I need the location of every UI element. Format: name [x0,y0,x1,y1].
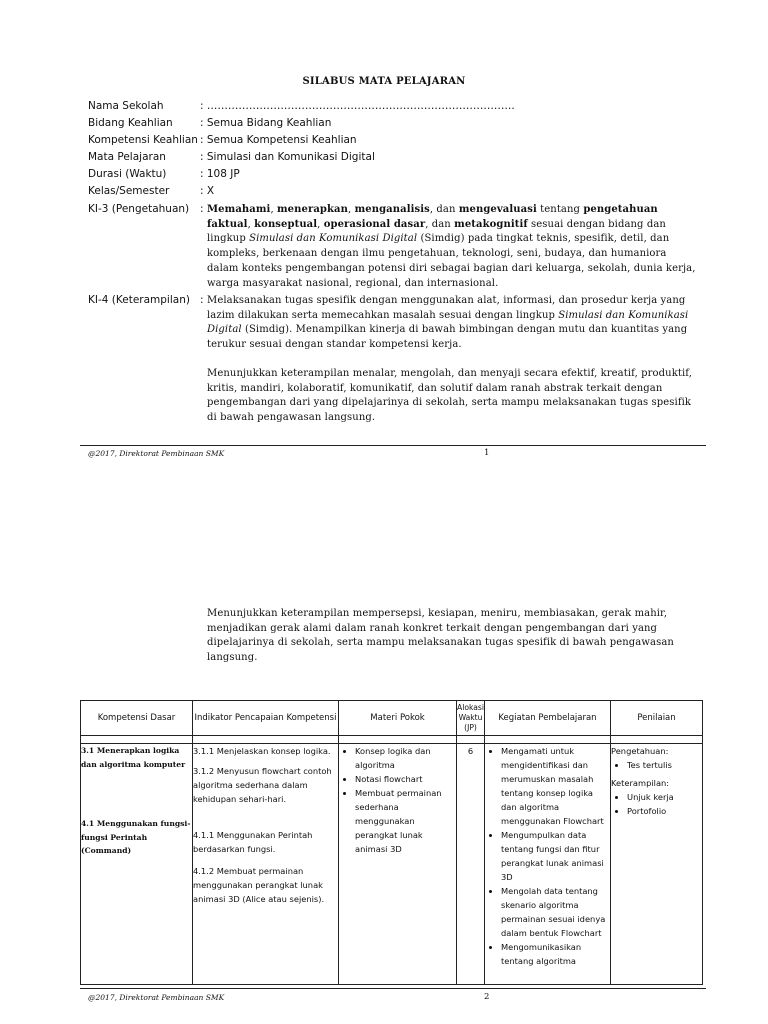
header-kegiatan: Kegiatan Pembelajaran [485,701,611,736]
ki4-paragraph-2: Menunjukkan keterampilan menalar, mengolah, dan menyaji secara efektif, kreatif, produktif, kritis, mandiri, kolaboratif, komunikatif, dan solutif dalam ranah abstrak terkait dengan pengembangan dari yang dipelajarinya di sekolah, serta mampu melaksanakan tugas spesifik di bawah pengawasan langsung. [207,368,693,424]
kd-cell [81,744,193,985]
materi-item: • Membuat permainan sederhana menggunakan perangkat lunak animasi 3D [355,786,456,856]
field-value: : Semua Bidang Keahlian [200,117,332,129]
header-alokasi-waktu: Alokasi Waktu (JP) [457,701,485,736]
alokasi-cell: 6 [457,744,485,985]
page-number: 1 [484,448,490,458]
kegiatan-item: • Mengumpulkan data tentang fungsi dan fitur perangkat lunak animasi 3D [501,828,610,884]
field-label: Kompetensi Keahlian [88,134,198,146]
footer-copyright: @2017, Direktorat Pembinaan SMK [88,449,225,458]
ki3-label: KI-3 (Pengetahuan) [88,203,190,215]
field-label: Nama Sekolah [88,100,164,112]
ipk-item: 4.1.2 Membuat permainan menggunakan perangkat lunak animasi 3D (Alice atau sejenis). [193,866,325,904]
header-penilaian: Penilaian [611,701,703,736]
materi-item: • Konsep logika dan algoritma [355,744,456,772]
kegiatan-cell [485,744,611,985]
penilaian-item: • Portofolio [627,804,702,818]
field-value: : Semua Kompetensi Keahlian [200,134,357,146]
field-value: : Simulasi dan Komunikasi Digital [200,151,375,163]
field-label: Durasi (Waktu) [88,168,167,180]
ipk-item: 3.1.2 Menyusun flowchart contoh algoritma sederhana dalam kehidupan sehari-hari. [193,766,332,804]
field-value: : 108 JP [200,168,240,180]
ki3-colon: : [200,203,204,215]
ipk-item: 4.1.1 Menggunakan Perintah berdasarkan fungsi. [193,830,313,854]
penilaian-pengetahuan-label: Pengetahuan: [611,746,669,756]
table-row [81,744,703,985]
field-label: Mata Pelajaran [88,151,166,163]
field-label: Bidang Keahlian [88,117,173,129]
syllabus-table [80,700,703,985]
penilaian-item: • Unjuk kerja [627,790,702,804]
ki4-label: KI-4 (Keterampilan) [88,294,190,306]
ki4-colon: : [200,294,204,306]
penilaian-cell [611,744,703,985]
footer-divider [80,988,706,989]
table-header-row [81,701,703,736]
ipk-item: 3.1.1 Menjelaskan konsep logika. [193,746,331,756]
materi-cell [339,744,457,985]
field-value: : X [200,185,215,197]
table-spacer-row [81,736,703,744]
penilaian-keterampilan-label: Keterampilan: [611,778,670,788]
kegiatan-item: • Mengolah data tentang skenario algoritma permainan sesuai idenya dalam bentuk Flowchart [501,884,610,940]
footer-divider [80,445,706,446]
ki3-text: Memahami, menerapkan, menganalisis, dan mengevaluasi tentang pengetahuan faktual, konseptual, operasional dasar, dan metakognitif sesuai dengan bidang dan lingkup Simulasi dan Komunikasi Digital (Simdig) pada tingkat teknis, spesifik, detil, dan kompleks, berkenaan dengan ilmu pengetahuan, teknologi, seni, budaya, dan humaniora dalam konteks pengembangan potensi diri sebagai bagian dari keluarga, sekolah, dunia kerja, warga masyarakat nasional, regional, dan internasional. [207,204,696,289]
kegiatan-item: • Mengomunikasikan tentang algoritma [501,940,610,968]
kd-item: 4.1 Menggunakan fungsi-fungsi Perintah (Command) [81,819,191,855]
page-number: 2 [484,992,490,1002]
footer-copyright: @2017, Direktorat Pembinaan SMK [88,993,225,1002]
field-value: : ……………………………………………………………………………. [200,100,515,112]
header-materi-pokok: Materi Pokok [339,701,457,736]
ki4-paragraph-3: Menunjukkan keterampilan mempersepsi, kesiapan, meniru, membiasakan, gerak mahir, menjadikan gerak alami dalam ranah konkret terkait dengan pengembangan dari yang dipelajarinya di sekolah, serta mampu melaksanakan tugas spesifik di bawah pengawasan langsung. [207,608,674,664]
kd-item: 3.1 Menerapkan logika dan algoritma komputer [81,746,186,769]
header-indikator: Indikator Pencapaian Kompetensi [193,701,339,736]
materi-item: • Notasi flowchart [355,772,456,786]
penilaian-item: • Tes tertulis [627,758,702,772]
document-title: SILABUS MATA PELAJARAN [302,76,466,87]
header-kompetensi-dasar: Kompetensi Dasar [81,701,193,736]
ki4-text: Melaksanakan tugas spesifik dengan menggunakan alat, informasi, dan prosedur kerja yang lazim dilakukan serta memecahkan masalah sesuai dengan lingkup Simulasi dan Komunikasi Digital (Simdig). Menampilkan kinerja di bawah bimbingan dengan mutu dan kuantitas yang terukur sesuai dengan standar kompetensi kerja. [207,295,689,351]
field-label: Kelas/Semester [88,185,170,197]
ipk-cell [193,744,339,985]
kegiatan-item: • Mengamati untuk mengidentifikasi dan merumuskan masalah tentang konsep logika dan algoritma menggunakan Flowchart [501,744,610,828]
